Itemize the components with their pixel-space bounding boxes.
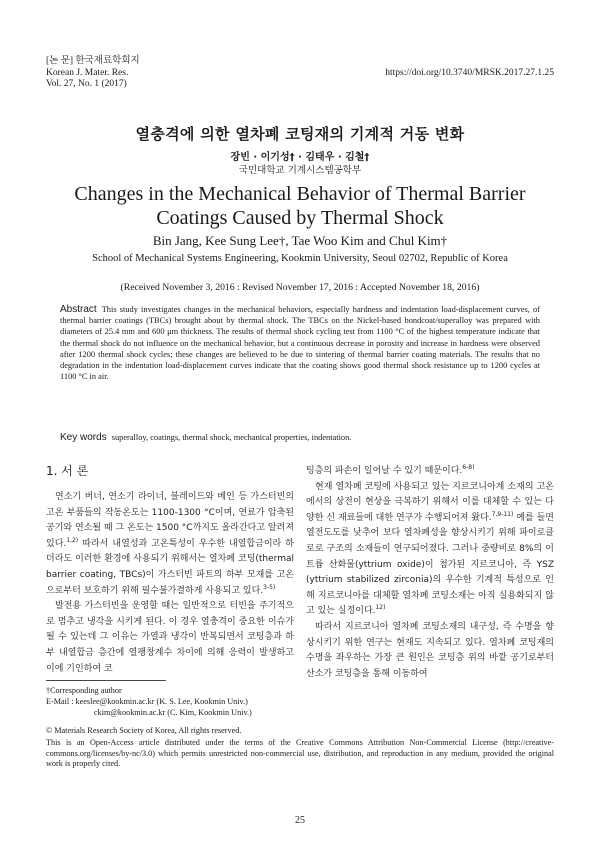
email-kim[interactable]: ckim@kookmin.ac.kr (C. Kim, Kookmin Univ.) [94,707,252,717]
footnote-email [46,697,554,718]
section-heading-introduction: 1. 서 론 [46,464,89,478]
footnote-divider [46,680,166,681]
email-lee[interactable]: E-Mail : keeslee@kookmin.ac.kr (K. S. Lee, Kookmin Univ.) [46,697,248,706]
authors-korean: 장빈 · 이기성† · 김태우 · 김철† [230,152,370,163]
keywords [60,432,540,443]
paragraph: 팅층의 파손이 일어날 수 있기 때문이다.$^{6-8)}$ [306,464,475,476]
journal-name-en: Korean J. Mater. Res. [46,67,129,78]
paragraph: 발전용 가스터빈을 운영할 때는 일반적으로 터빈을 주기적으로 멈추고 냉각을 시키게 된다. 이 경우 열충격이 중요한 이슈가 될 수 있는데 그 이유는 가열과 냉각이 반복되면서 코팅층과 하부 내열합금 층간에 열팽창계수 차이에 의해 응력이 발생하고 이에 기인하여 코 [46,601,294,674]
keywords-label: Key words [60,432,107,443]
affiliation-korean: 국민대학교 기계시스템공학부 [238,165,362,176]
citation: 1,2) [66,536,79,544]
footnote-copyright: © Materials Research Society of Korea, All rights reserved. [46,726,242,735]
journal-info [46,56,140,91]
page-number: 25 [295,815,305,826]
body-column-left [46,490,294,677]
body-column-right [306,464,554,682]
title-english [0,182,600,230]
citation: 6-8) [462,464,475,471]
citation: 3-5) [263,583,276,591]
footnote-license: This is an Open-Access article distributed under the terms of the Creative Commons Attribution Non-Commercial License (http://creative-commons.org/licenses/by-nc/3.0) which permits unrestricted non-commercial use, distribution, and reproduction in any medium, provided the original work is properly cited. [46,738,554,769]
abstract-text: This study investigates changes in the mechanical behaviors, especially hardness and indentation load-displacement curves, of thermal barrier coatings (TBCs) brought about by thermal shock. The TBCs on the Nickel-based bondcoat/superalloy was prepared with diameters of 25.4 mm and 600 μm thickness. The results of thermal shock cycling test from 1100 °C of the highest temperature indicate that the thermal shock do not influence on the mechanical behavior, but a continuous decrease in porosity and increase in hardness were observed after 1200 thermal shock cycles; these changes are believed to be due to sintering of thermal barrier coating materials. The results that no degradation in the indentation load-displacement curves indicate that the coating shows good thermal shock resistance up to 1200 cycles at 1100 °C in air. [60,305,540,382]
citation: 12) [375,604,386,612]
doi-link[interactable]: https://doi.org/10.3740/MRSK.2017.27.1.25 [385,68,554,78]
footnote-corresponding: †Corresponding author [46,686,122,695]
abstract-label: Abstract [60,304,97,315]
title-english-line2: Coatings Caused by Thermal Shock [156,207,444,229]
affiliation-english: School of Mechanical Systems Engineering, Kookmin University, Seoul 02702, Republic of Korea [92,253,508,264]
abstract [60,304,540,382]
journal-name-kr: [논 문] 한국재료학회지 [46,56,140,66]
paragraph: 따라서 지르코니아 열차폐 코팅소재의 내구성, 즉 수명을 향상시키기 위한 연구는 현재도 지속되고 있다. 열차폐 코팅재의 수명을 좌우하는 가장 큰 원인은 코팅층 위의 바깥 공기로부터 산소가 코팅층을 통해 이동하여 [306,621,554,679]
received-dates: (Received November 3, 2016 : Revised November 17, 2016 : Accepted November 18, 2016) [120,282,480,293]
journal-volume: Vol. 27, No. 1 (2017) [46,79,127,89]
paragraph: 현재 열차폐 코팅에 사용되고 있는 지르코니아계 소재의 고온에서의 상전이 현상을 극복하기 위해서 이를 대체할 수 있는 다양한 신 재료들에 대한 연구가 수행되어져 왔다.$^{7,9-11)}$ 예를 들면 열전도도를 낮추어 보다 열차폐성을 향상시키기 위해 파이로클로로 구조의 소재들이 연구되어졌다. 그러나 중량비로 8%의 이트륨 산화물(yttrium oxide)이 첨가된 지르코니아, 즉 YSZ (yttrium stabilized zirconia)의 우수한 기계적 특성으로 인해 지르코니아를 대체할 열차폐 코팅소재는 아직 실용화되지 않고 있는 실정이다.$^{12)}$ [306,481,554,617]
citation: 7,9-11) [491,510,514,518]
authors-english: Bin Jang, Kee Sung Lee†, Tae Woo Kim and Chul Kim† [152,233,448,248]
keywords-text: superalloy, coatings, thermal shock, mechanical properties, indentation. [111,433,352,442]
title-korean: 열충격에 의한 열차폐 코팅재의 기계적 거동 변화 [135,125,465,143]
paragraph: 연소기 버너, 연소기 라이너, 블레이드와 베인 등 가스터빈의 고온 부품들의 작동온도는 1100-1300 °C이며, 연료가 압축된 공기와 연소될 때 그 온도는 1500 °C까지도 올라간다고 알려져 있다.$^{1,2)}$ 따라서 내열성과 고온특성이 우수한 내열합금이라 하더라도 이러한 환경에 사용되기 위해서는 열차폐 코팅(thermal barrier coating, TBCs)이 가스터빈 파트의 하부 모재를 고온으로부터 보호하기 위해 필수불가결하게 사용되고 있다.$^{3-5)}$ [46,492,294,596]
title-english-line1: Changes in the Mechanical Behavior of Thermal Barrier [74,183,526,205]
